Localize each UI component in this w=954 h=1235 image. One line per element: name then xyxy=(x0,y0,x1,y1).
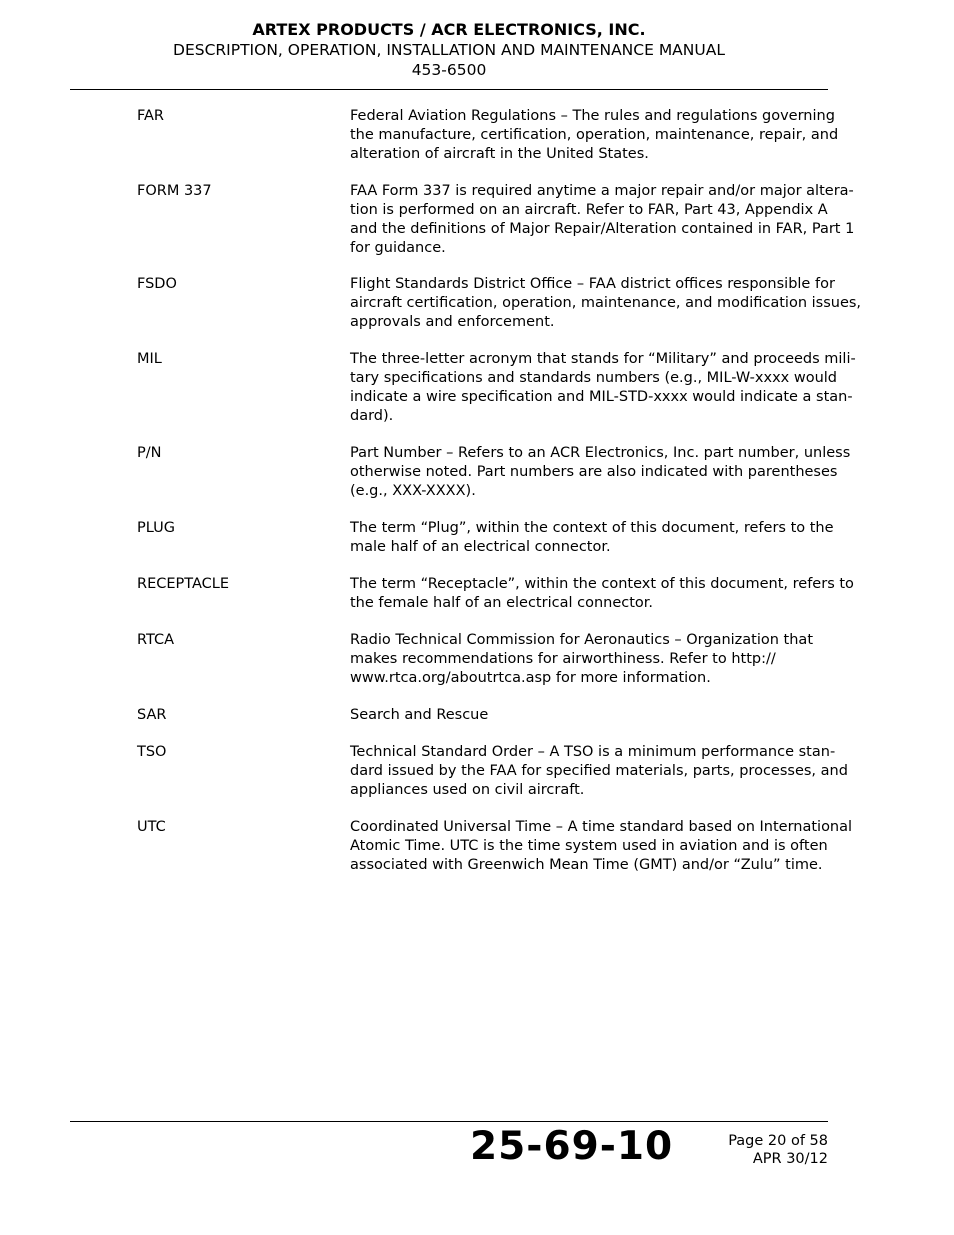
definition-line: the female half of an electrical connector. xyxy=(350,595,654,611)
definition-line: otherwise noted. Part numbers are also indicated with parentheses xyxy=(350,464,838,480)
manual-number: 453-6500 xyxy=(411,61,487,79)
glossary-definition xyxy=(350,444,851,501)
glossary-term: TSO xyxy=(137,744,167,760)
definition-line: Radio Technical Commission for Aeronautics – Organization that xyxy=(350,632,814,648)
definition-line: (e.g., XXX-XXXX). xyxy=(350,483,476,499)
page-info xyxy=(728,1132,828,1168)
glossary-term: RTCA xyxy=(137,632,175,648)
glossary-term: MIL xyxy=(137,351,162,367)
definition-line: The term “Plug”, within the context of this document, refers to the xyxy=(350,520,834,536)
revision-date: APR 30/12 xyxy=(752,1151,828,1167)
definition-line: The term “Receptacle”, within the context of this document, refers to xyxy=(350,576,854,592)
glossary-term: FORM 337 xyxy=(137,183,212,199)
glossary-term: PLUG xyxy=(137,520,175,536)
definition-line: the manufacture, certification, operation, maintenance, repair, and xyxy=(350,127,839,143)
header-divider xyxy=(70,89,828,90)
document-number: 25-69-10 xyxy=(470,1124,674,1169)
glossary-term: SAR xyxy=(137,707,167,723)
definition-line: approvals and enforcement. xyxy=(350,314,555,330)
footer-divider xyxy=(70,1121,828,1122)
definition-line: The three-letter acronym that stands for “Military” and proceeds mili- xyxy=(350,351,856,367)
glossary-term: FSDO xyxy=(137,276,177,292)
glossary-definition xyxy=(350,275,862,332)
glossary-term: RECEPTACLE xyxy=(137,576,230,592)
glossary-term: P/N xyxy=(137,445,162,461)
definition-line: Flight Standards District Office – FAA district offices responsible for xyxy=(350,276,835,292)
definition-line: www.rtca.org/aboutrtca.asp for more information. xyxy=(350,670,711,686)
page-number: Page 20 of 58 xyxy=(728,1133,828,1149)
glossary-definition xyxy=(350,575,854,613)
definition-line: tion is performed on an aircraft. Refer to FAR, Part 43, Appendix A xyxy=(350,202,828,218)
glossary-term: UTC xyxy=(137,819,166,835)
definition-line: aircraft certification, operation, maintenance, and modification issues, xyxy=(350,295,862,311)
definition-line: alteration of aircraft in the United States. xyxy=(350,146,649,162)
definition-line: Search and Rescue xyxy=(350,707,489,723)
company-name: ARTEX PRODUCTS / ACR ELECTRONICS, INC. xyxy=(252,20,646,39)
definition-line: dard). xyxy=(350,408,394,424)
definition-line: male half of an electrical connector. xyxy=(350,539,611,555)
definition-line: appliances used on civil aircraft. xyxy=(350,782,585,798)
glossary-definition xyxy=(350,631,840,688)
manual-title: DESCRIPTION, OPERATION, INSTALLATION AND MAINTENANCE MANUAL xyxy=(173,41,725,59)
glossary-definition xyxy=(350,743,848,800)
definition-line: Technical Standard Order – A TSO is a minimum performance stan- xyxy=(350,744,836,760)
definition-line: indicate a wire specification and MIL-STD-xxxx would indicate a stan- xyxy=(350,389,853,405)
definition-line: makes recommendations for airworthiness. Refer to http:// xyxy=(350,651,776,667)
glossary-definition xyxy=(350,182,855,258)
glossary-definition xyxy=(350,350,856,426)
definition-line: Federal Aviation Regulations – The rules and regulations governing xyxy=(350,108,835,124)
glossary-definition xyxy=(350,519,840,557)
definition-line: dard issued by the FAA for specified materials, parts, processes, and xyxy=(350,763,848,779)
glossary-definition xyxy=(350,107,840,164)
definition-line: associated with Greenwich Mean Time (GMT) and/or “Zulu” time. xyxy=(350,857,823,873)
definition-line: and the definitions of Major Repair/Alteration contained in FAR, Part 1 xyxy=(350,221,855,237)
glossary-term: FAR xyxy=(137,108,165,124)
definition-line: Part Number – Refers to an ACR Electronics, Inc. part number, unless xyxy=(350,445,851,461)
definition-line: Atomic Time. UTC is the time system used in aviation and is often xyxy=(350,838,828,854)
page-header xyxy=(70,20,828,80)
definition-line: for guidance. xyxy=(350,240,446,256)
definition-line: FAA Form 337 is required anytime a major repair and/or major altera- xyxy=(350,183,854,199)
definition-line: Coordinated Universal Time – A time standard based on International xyxy=(350,819,853,835)
glossary-definition xyxy=(350,706,840,725)
glossary-definition xyxy=(350,818,853,875)
definition-line: tary specifications and standards numbers (e.g., MIL-W-xxxx would xyxy=(350,370,837,386)
